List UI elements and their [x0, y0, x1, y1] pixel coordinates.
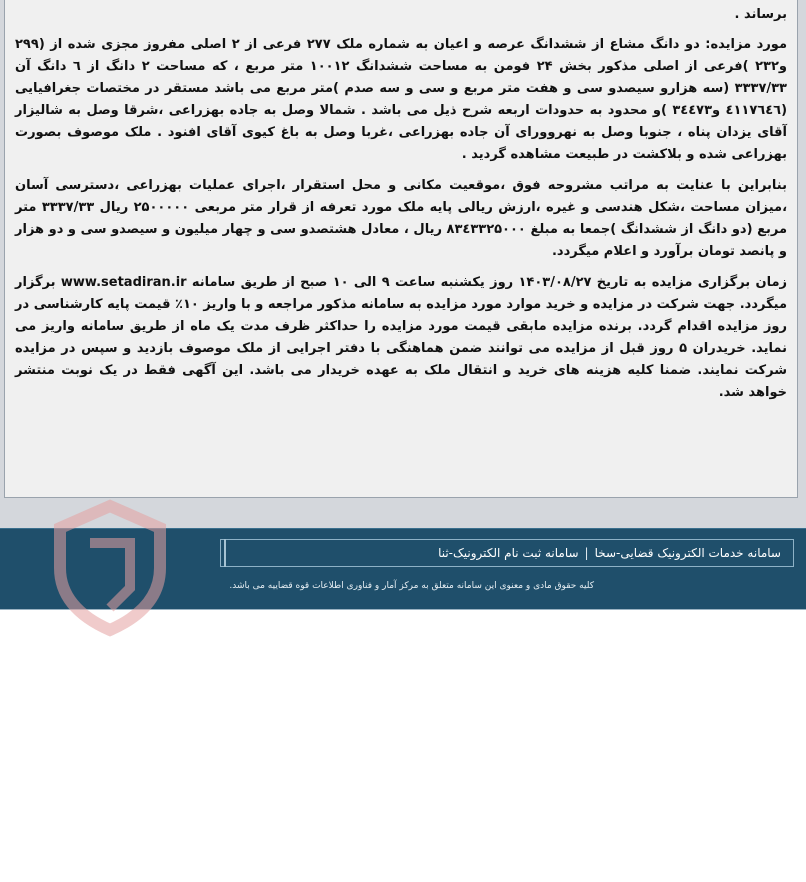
footer-link-separator: |: [584, 546, 589, 560]
site-footer: [0, 528, 806, 610]
notice-intro-tail: برساند .: [734, 7, 787, 22]
notice-valuation-paragraph: بنابراین با عنایت به مراتب مشروحه فوق ،موقعیت مکانی و محل استقرار ،اجرای عملیات بهزراعی ،دسترسی آسان ،میزان مساحت ،شکل هندسی و غیره ،ارزش ریالی پایه ملک مورد تعرفه از قرار متر مربعی ۲۵۰۰۰۰۰ ریال ۳۳۳۷/۳۳ متر مربع (دو دانگ از ششدانگ )جمعا به مبلغ ۸۳٤۳۳۲۵۰۰۰ ریال ، معادل هشتصدو سی و چهار میلیون و سیصدو سی و دو هزار و پانصد تومان برآورد و اعلام میگردد.: [15, 178, 788, 259]
footer-links-bar: [220, 539, 794, 567]
footer-divider: [224, 539, 226, 567]
notice-auction-paragraph: زمان برگزاری مزایده به تاریخ ۱۴۰۳/۰۸/۲۷ روز یکشنبه ساعت ۹ الی ۱۰ صبح از طریق سامانه www.setadiran.ir برگزار میگردد. جهت شرکت در مزایده و خرید موارد مورد مزایده به سامانه مذکور مراجعه و با واریز ۱۰٪ قیمت پایه کارشناسی در روز مزایده اقدام گردد. برنده مزایده مابقی قیمت مورد مزایده را حداکثر ظرف مدت یک ماه از طریق سامانه واریز می نماید. خریدران ۵ روز قبل از مزایده می توانند ضمن هماهنگی با دفتر اجرایی از ملک موصوف بازدید و سپس در مزایده شرکت نمایند. ضمنا کلیه هزینه های خرید و انتقال ملک به عهده خریدار می باشد. این آگهی فقط در یک نوبت منتشر خواهد شد.: [15, 275, 787, 400]
footer-link-sana[interactable]: سامانه ثبت نام الکترونیک-ثنا: [438, 546, 579, 560]
notice-content-panel: [4, 0, 798, 498]
notice-subject-paragraph: مورد مزایده: دو دانگ مشاع از ششدانگ عرصه و اعیان به شماره ملک ۲۷۷ فرعی از ۲ اصلی مفروز مجزی شده از (۲۹۹ و۲۳۲ )فرعی از اصلی مذکور بخش ۲۴ فومن به مساحت ششدانگ ۱۰۰۱۲ متر مربع ، که مساحت ۲ دانگ از ٦ دانگ آن ۳۳۳۷/۳۳ (سه هزارو سیصدو سی و هفت متر مربع و سی و سه صدم )متر مربع می باشد مستقر در مختصات جغرافیایی (٤١١٧٦٤٦ و٣٤٤٧٣ )و محدود به حدودات اربعه شرح ذیل می باشد . شمالا وصل به جاده بهزراعی ،شرقا وصل به شالیزار آقای یزدان پناه ، جنوبا وصل به نهروورای آن جاده بهزراعی ،غربا وصل به باغ کیوی آقای افنود . ملک موصوف بصورت بهزراعی شده و بلاکشت در طبیعت مشاهده گردید .: [15, 37, 788, 162]
footer-link-sakha[interactable]: سامانه خدمات الکترونیک قضایی-سخا: [594, 546, 781, 560]
footer-copyright: کلیه حقوق مادی و معنوی این سامانه متعلق به مرکز آمار و فناوری اطلاعات قوه قضاییه می باشد.: [229, 581, 594, 591]
